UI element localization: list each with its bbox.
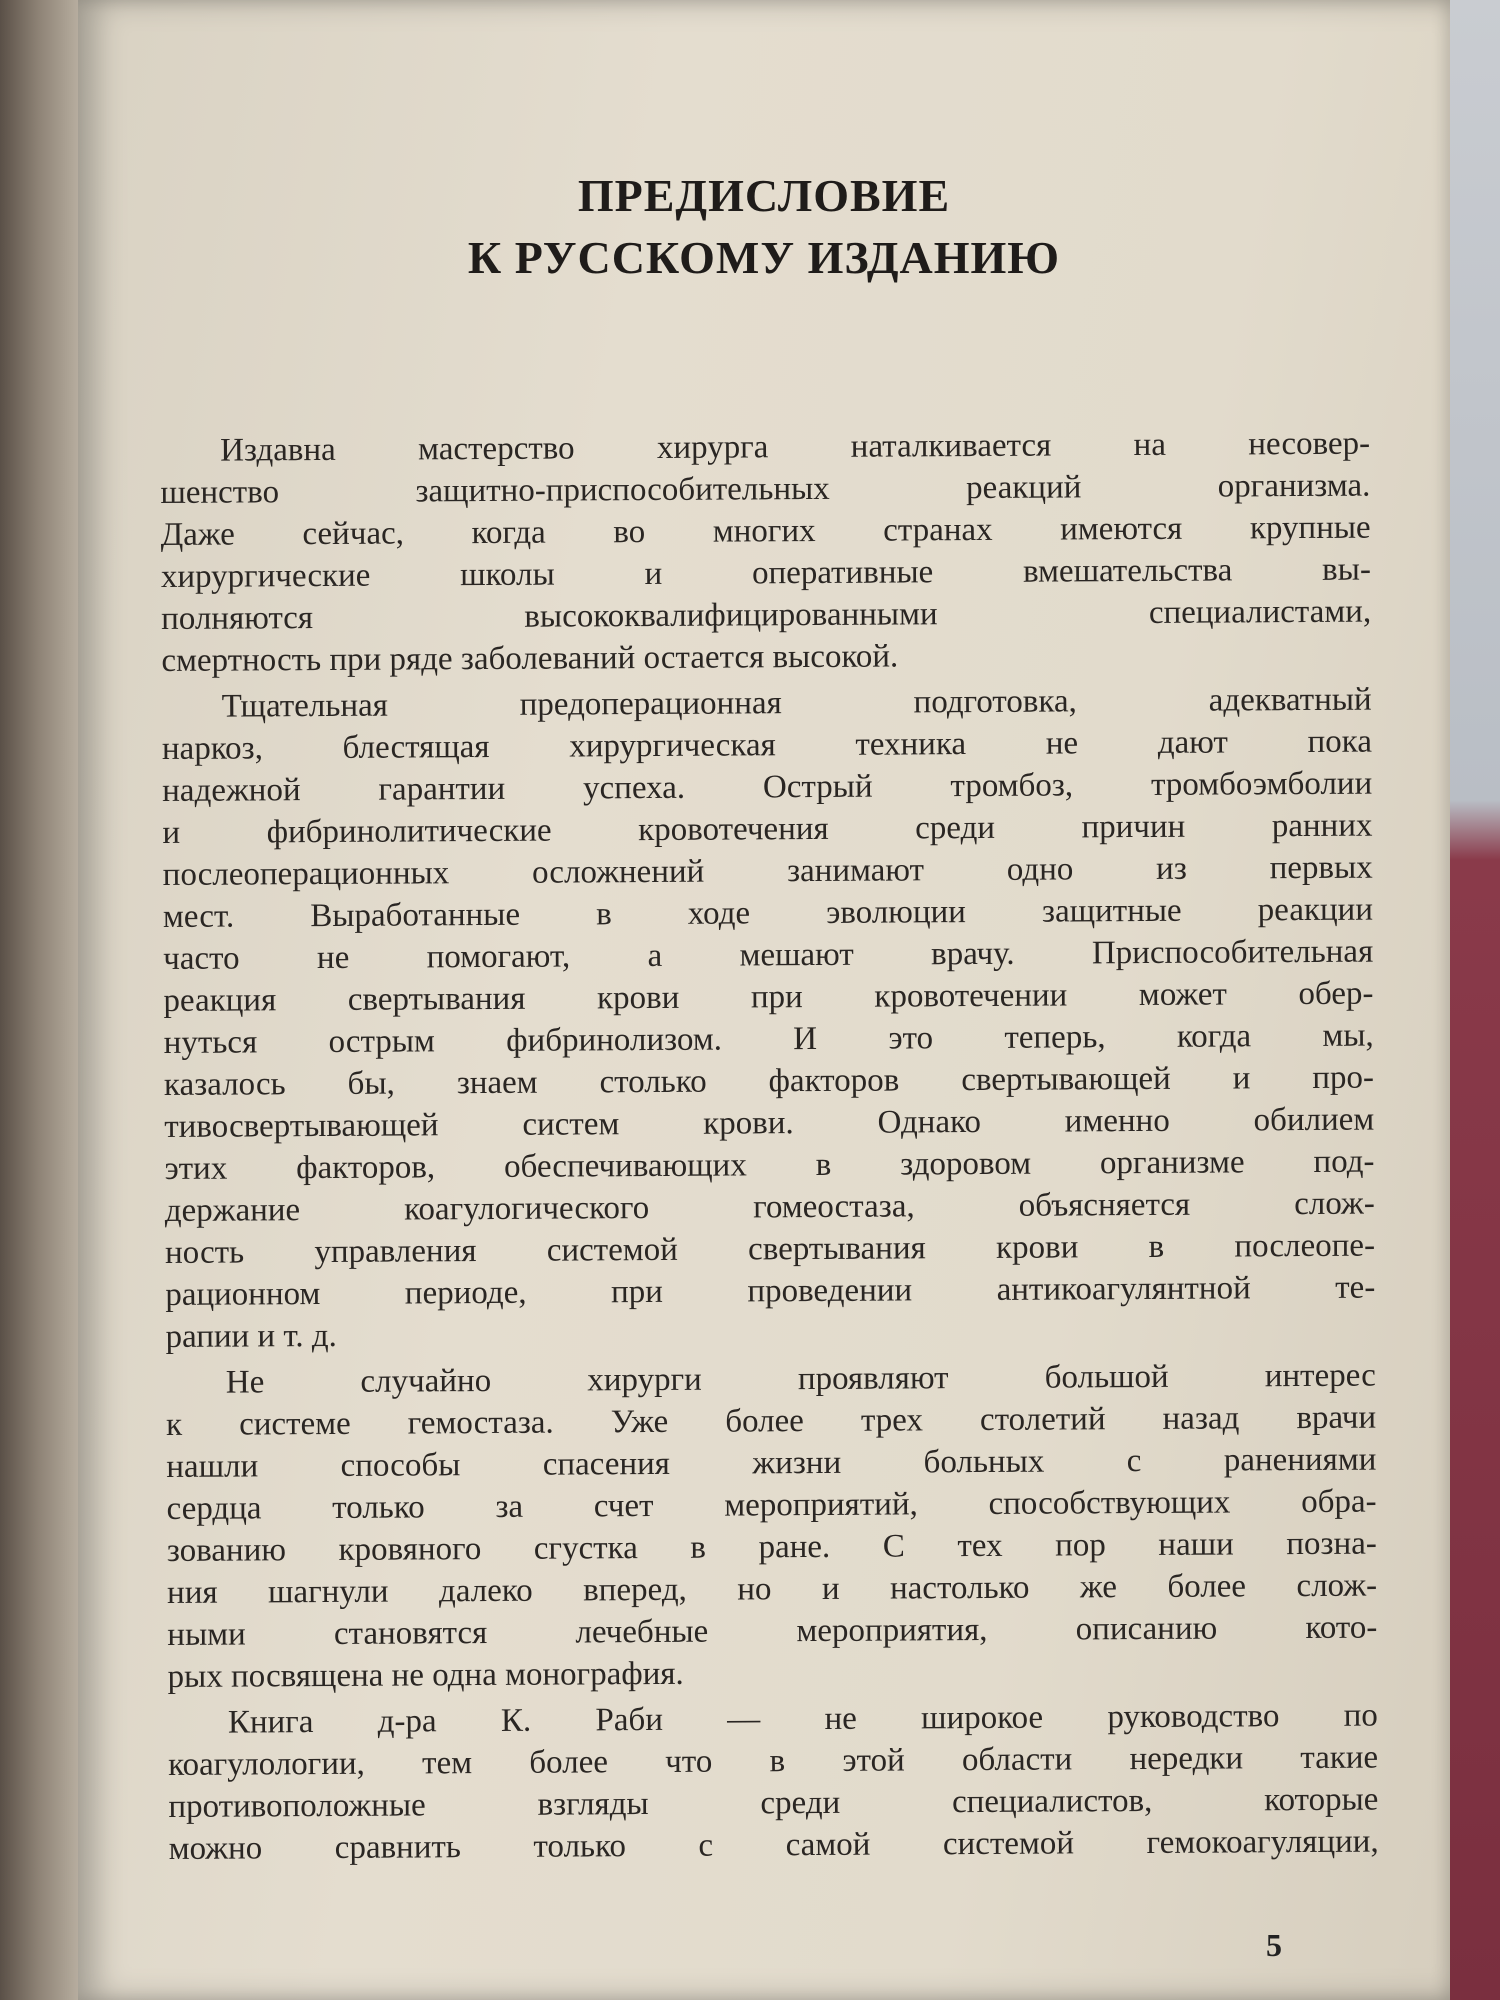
text-line: Даже сейчас, когда во многих странах имеются крупные	[160, 509, 1371, 553]
text-line: рапии и т. д.	[165, 1317, 337, 1355]
heading-line-1: ПРЕДИСЛОВИЕ	[577, 170, 951, 221]
text-line: полняются высококвалифицированными специалистами,	[161, 593, 1372, 637]
text-line: мест. Выработанные в ходе эволюции защитные реакции	[162, 891, 1374, 935]
body-text	[160, 423, 1379, 1874]
text-line: Тщательная предоперационная подготовка, адекватный	[221, 681, 1372, 725]
text-line: коагулологии, тем более что в этой области нередки такие	[168, 1739, 1379, 1783]
text-line: реакция свертывания крови при кровотечении может обер-	[163, 975, 1374, 1019]
text-line: и фибринолитические кровотечения среди причин ранних	[162, 807, 1373, 851]
text-line: рационном периоде, при проведении антикоагулянтной те-	[165, 1269, 1376, 1313]
text-line: Книга д-ра К. Раби — не широкое руководство по	[227, 1697, 1378, 1741]
text-line: держание коагулогического гомеостаза, объясняется слож-	[164, 1185, 1375, 1229]
text-line: смертность при ряде заболеваний остается высокой.	[161, 638, 899, 679]
text-line: рых посвящена не одна монография.	[167, 1655, 684, 1695]
text-line: ность управления системой свертывания крови в послеопе-	[164, 1227, 1376, 1271]
page-heading	[78, 165, 1450, 289]
text-line: послеоперационных осложнений занимают одно из первых	[162, 849, 1373, 893]
paragraph-1	[160, 423, 1372, 682]
text-line: сердца только за счет мероприятий, способствующих обра-	[166, 1483, 1377, 1527]
text-line: тивосвертывающей систем крови. Однако именно обилием	[164, 1101, 1375, 1145]
text-line: противоположные взгляды среди специалистов, которые	[168, 1781, 1379, 1825]
text-line: этих факторов, обеспечивающих в здоровом организме под-	[164, 1143, 1375, 1187]
heading-line-2: К РУССКОМУ ИЗДАНИЮ	[467, 232, 1061, 283]
text-line: часто не помогают, а мешают врачу. Приспособительная	[163, 933, 1374, 977]
page-number: 5	[1266, 1927, 1282, 1963]
text-line: зованию кровяного сгустка в ране. С тех пор наши позна-	[166, 1525, 1377, 1569]
text-line: Издавна мастерство хирурга наталкивается на несовер-	[220, 425, 1371, 469]
text-line: ния шагнули далеко вперед, но и настолько же более слож-	[166, 1567, 1378, 1611]
paragraph-3	[166, 1355, 1378, 1698]
text-line: наркоз, блестящая хирургическая техника не дают пока	[161, 723, 1373, 767]
paragraph-2	[162, 679, 1376, 1358]
text-line: к системе гемостаза. Уже более трех столетий назад врачи	[165, 1399, 1377, 1443]
text-line: шенство защитно-приспособительных реакций организма.	[160, 467, 1371, 511]
text-line: надежной гарантии успеха. Острый тромбоз, тромбоэмболии	[162, 765, 1373, 809]
text-line: нуться острым фибринолизом. И это теперь, когда мы,	[163, 1017, 1374, 1061]
text-line: нашли способы спасения жизни больных с ранениями	[166, 1441, 1377, 1485]
text-line: хирургические школы и оперативные вмешательства вы-	[160, 551, 1371, 595]
paragraph-4	[168, 1695, 1379, 1870]
book-page	[78, 0, 1450, 2000]
text-line: ными становятся лечебные мероприятия, описанию кото-	[167, 1609, 1378, 1653]
text-line: можно сравнить только с самой системой гемокоагуляции,	[168, 1823, 1379, 1867]
text-line: казалось бы, знаем столько факторов свертывающей и про-	[163, 1059, 1375, 1103]
text-line: Не случайно хирурги проявляют большой интерес	[225, 1357, 1376, 1401]
